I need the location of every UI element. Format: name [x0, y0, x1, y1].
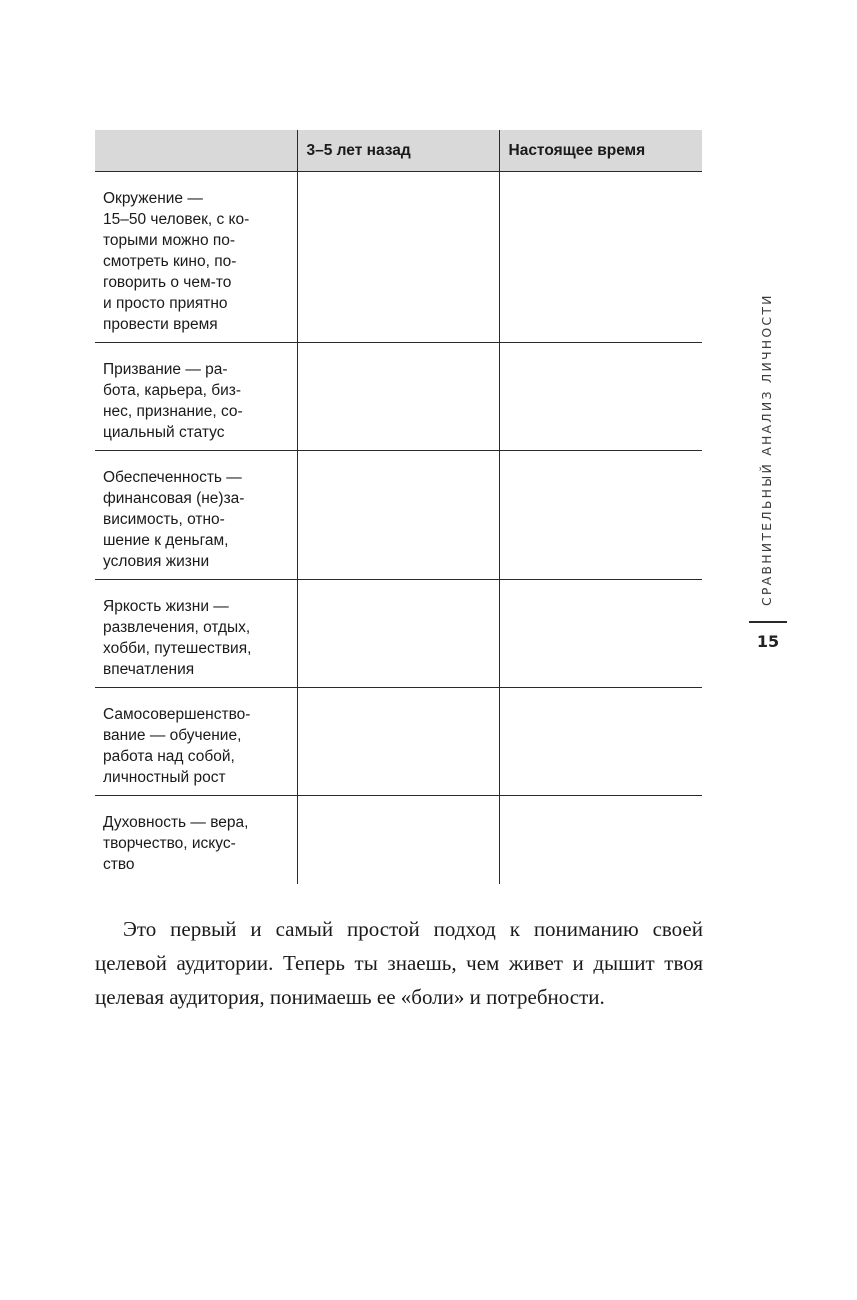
row-label-brightness: Яркость жизни — развлечения, отдых, хобби, путешествия, впечатления [95, 580, 297, 688]
page-number-rule [749, 621, 787, 623]
cell-past [297, 451, 499, 580]
cell-present [499, 580, 702, 688]
header-category [95, 130, 297, 172]
header-past: 3–5 лет назад [297, 130, 499, 172]
table-row [95, 796, 702, 884]
cell-past [297, 343, 499, 451]
cell-past [297, 172, 499, 343]
row-label-calling: Призвание — ра- бота, карьера, биз- нес, признание, со- циальный статус [95, 343, 297, 451]
row-label-self-improvement: Самосовершенство- вание — обучение, работа над собой, личностный рост [95, 688, 297, 796]
table-row [95, 172, 702, 343]
cell-present [499, 451, 702, 580]
page-number: 15 [756, 632, 780, 651]
table-row [95, 688, 702, 796]
running-title: СРАВНИТЕЛЬНЫЙ АНАЛИЗ ЛИЧНОСТИ [759, 293, 774, 606]
row-label-wealth: Обеспеченность — финансовая (не)за- висимость, отно- шение к деньгам, условия жизни [95, 451, 297, 580]
cell-past [297, 796, 499, 884]
table-row [95, 343, 702, 451]
cell-present [499, 688, 702, 796]
header-present: Настоящее время [499, 130, 702, 172]
cell-present [499, 343, 702, 451]
table-header-row [95, 130, 702, 172]
body-paragraph: Это первый и самый простой подход к пониманию своей целевой аудитории. Теперь ты знаешь, чем живет и дышит твоя целевая аудитория, понимаешь ее «боли» и потребности. [95, 917, 703, 1009]
cell-past [297, 580, 499, 688]
row-label-environment: Окружение — 15–50 человек, с ко- торыми можно по- смотреть кино, по- говорить о чем-то и просто приятно провести время [95, 172, 297, 343]
cell-past [297, 688, 499, 796]
cell-present [499, 172, 702, 343]
table-row [95, 580, 702, 688]
comparison-table [95, 130, 702, 884]
row-label-spirituality: Духовность — вера, творчество, искус- ство [103, 814, 249, 873]
cell-present [499, 796, 702, 884]
table-row [95, 451, 702, 580]
